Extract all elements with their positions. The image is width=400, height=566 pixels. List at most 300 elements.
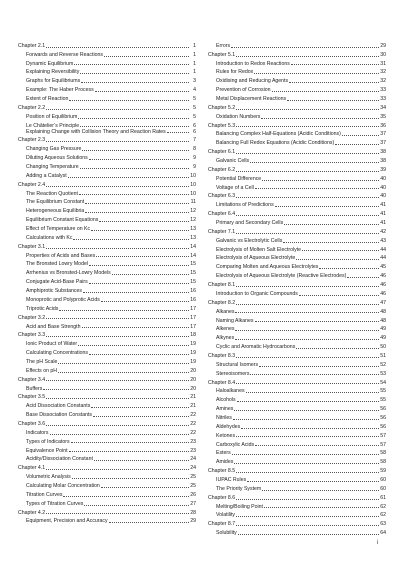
toc-section-entry[interactable]	[208, 430, 386, 439]
toc-section-entry[interactable]	[18, 338, 196, 347]
toc-section-entry[interactable]	[208, 217, 386, 226]
dot-leader	[46, 109, 189, 110]
dot-leader	[289, 82, 379, 83]
dot-leader	[91, 230, 189, 231]
toc-entry-label: Dynamic Equilibrium	[26, 60, 74, 67]
toc-entry-page-number: 18	[190, 332, 196, 339]
dot-leader	[84, 505, 189, 506]
toc-entry-page-number: 17	[190, 314, 196, 321]
toc-entry-label: Chapter 2.2	[18, 104, 46, 111]
dot-leader	[46, 47, 189, 48]
toc-entry-page-number: 39	[380, 166, 386, 173]
toc-entry-label: Chapter 4.2	[18, 509, 46, 516]
toc-entry-page-number: 22	[190, 429, 196, 436]
toc-chapter-entry[interactable]	[18, 179, 196, 188]
dot-leader	[291, 64, 379, 65]
toc-section-entry[interactable]	[18, 214, 196, 223]
toc-entry-page-number: 24	[190, 456, 196, 463]
toc-section-entry[interactable]	[208, 306, 386, 315]
toc-section-entry[interactable]	[18, 480, 196, 489]
toc-chapter-entry[interactable]	[208, 377, 386, 386]
toc-section-entry[interactable]	[18, 454, 196, 463]
toc-section-entry[interactable]	[18, 250, 196, 259]
toc-entry-label: IUPAC Rules	[216, 476, 247, 483]
toc-entry-label: Chapter 8.2	[208, 299, 236, 306]
toc-section-entry[interactable]	[18, 436, 196, 445]
dot-leader	[63, 496, 189, 497]
toc-section-entry[interactable]	[208, 394, 386, 403]
toc-section-entry[interactable]	[18, 303, 196, 312]
toc-entry-label: Chapter 3.4	[18, 376, 46, 383]
dot-leader	[283, 242, 379, 243]
toc-entry-label: Equilibrium Constant Equations	[26, 217, 99, 224]
toc-entry-page-number: 48	[380, 308, 386, 315]
toc-entry-label: The Priority System	[216, 485, 262, 492]
toc-entry-page-number: 12	[190, 217, 196, 224]
toc-entry-page-number: 8	[193, 146, 196, 153]
toc-section-entry[interactable]	[208, 403, 386, 412]
toc-section-entry[interactable]	[18, 58, 196, 67]
toc-entry-label: Indicators	[26, 429, 49, 436]
toc-entry-page-number: 58	[380, 450, 386, 457]
toc-entry-page-number: 7	[193, 137, 196, 144]
toc-section-entry[interactable]	[208, 199, 386, 208]
toc-entry-label: Equipment, Precision and Accuracy	[26, 518, 108, 525]
toc-entry-label: Changing Temperature	[26, 164, 79, 171]
toc-entry-label: The Reaction Quotient	[26, 190, 78, 197]
toc-chapter-entry[interactable]	[18, 374, 196, 383]
toc-entry-label: Galvanic Cells	[216, 158, 250, 165]
toc-section-entry[interactable]	[18, 267, 196, 276]
toc-entry-page-number: 47	[380, 299, 386, 306]
toc-entry-page-number: 40	[380, 193, 386, 200]
toc-section-entry[interactable]	[208, 386, 386, 395]
dot-leader	[236, 499, 379, 500]
toc-entry-page-number: 23	[190, 438, 196, 445]
toc-section-entry[interactable]	[18, 347, 196, 356]
toc-entry-page-number: 15	[190, 270, 196, 277]
dot-leader	[246, 392, 379, 393]
dot-leader	[82, 327, 189, 328]
toc-chapter-entry[interactable]	[208, 208, 386, 217]
toc-section-entry[interactable]	[208, 510, 386, 519]
toc-section-entry[interactable]	[18, 259, 196, 268]
toc-chapter-entry[interactable]	[208, 465, 386, 474]
toc-chapter-entry[interactable]	[208, 49, 386, 58]
toc-entry-page-number: 20	[190, 367, 196, 374]
toc-entry-page-number: 34	[380, 104, 386, 111]
dot-leader	[46, 318, 189, 319]
dot-leader	[69, 100, 189, 101]
toc-entry-page-number: 51	[380, 352, 386, 359]
toc-entry-page-number: 64	[380, 530, 386, 537]
toc-entry-label: Chapter 4.1	[18, 465, 46, 472]
toc-chapter-entry[interactable]	[18, 135, 196, 144]
dot-leader	[236, 525, 379, 526]
toc-entry-page-number: 6	[193, 128, 196, 135]
toc-entry-label: Chapter 8.3	[208, 352, 236, 359]
toc-entry-page-number: 41	[380, 211, 386, 218]
toc-entry-label: Amines	[216, 406, 234, 413]
dot-leader	[80, 126, 189, 127]
dot-leader	[83, 292, 189, 293]
toc-section-entry[interactable]	[18, 143, 196, 152]
toc-entry-page-number: 14	[190, 252, 196, 259]
toc-section-entry[interactable]	[18, 383, 196, 392]
toc-section-entry[interactable]	[18, 409, 196, 418]
toc-entry-page-number: 25	[190, 474, 196, 481]
toc-section-entry[interactable]	[18, 67, 196, 76]
toc-entry-page-number: 40	[380, 184, 386, 191]
toc-chapter-entry[interactable]	[18, 418, 196, 427]
toc-chapter-entry[interactable]	[208, 350, 386, 359]
toc-entry-label: Extent of Reaction	[26, 96, 69, 103]
toc-entry-label: Example: The Haber Process	[26, 87, 94, 94]
toc-entry-page-number: 62	[380, 503, 386, 510]
toc-entry-label: Comparing Molten and Aqueous Electrolytes	[216, 264, 319, 271]
toc-entry-label: Balancing Full Redox Equations (Acidic Conditions)	[216, 140, 335, 147]
dot-leader	[91, 407, 189, 408]
dot-leader	[255, 445, 379, 446]
dot-leader	[81, 82, 189, 83]
toc-section-entry[interactable]	[208, 129, 386, 138]
toc-entry-page-number: 15	[190, 279, 196, 286]
dot-leader	[46, 469, 189, 470]
toc-entry-label: The pH Scale	[26, 358, 58, 365]
toc-section-entry[interactable]	[18, 294, 196, 303]
dot-leader	[72, 478, 189, 479]
toc-section-entry[interactable]	[18, 356, 196, 365]
toc-section-entry[interactable]	[18, 516, 196, 525]
toc-section-entry[interactable]	[208, 235, 386, 244]
toc-entry-page-number: 20	[190, 385, 196, 392]
dot-leader	[262, 180, 379, 181]
dot-leader	[262, 490, 379, 491]
toc-entry-page-number: 55	[380, 397, 386, 404]
toc-section-entry[interactable]	[208, 137, 386, 146]
toc-section-entry[interactable]	[18, 205, 196, 214]
toc-chapter-entry[interactable]	[18, 507, 196, 516]
page-number-footer: i	[376, 540, 378, 546]
toc-chapter-entry[interactable]	[18, 312, 196, 321]
toc-entry-label: Chapter 6.3	[208, 193, 236, 200]
toc-section-entry[interactable]	[208, 155, 386, 164]
toc-entry-page-number: 59	[380, 468, 386, 475]
toc-chapter-entry[interactable]	[208, 120, 386, 129]
toc-chapter-entry[interactable]	[208, 492, 386, 501]
toc-section-entry[interactable]	[18, 232, 196, 241]
dot-leader	[272, 91, 380, 92]
dot-leader	[73, 239, 189, 240]
dot-leader	[231, 47, 379, 48]
toc-entry-page-number: 29	[190, 518, 196, 525]
toc-section-entry[interactable]	[208, 421, 386, 430]
toc-entry-page-number: 60	[380, 476, 386, 483]
toc-chapter-entry[interactable]	[18, 102, 196, 111]
dot-leader	[236, 436, 379, 437]
toc-entry-label: Chapter 7.1	[208, 228, 236, 235]
toc-entry-page-number: 4	[193, 87, 196, 94]
dot-leader	[236, 153, 379, 154]
toc-entry-page-number: 44	[380, 255, 386, 262]
dot-leader	[46, 336, 189, 337]
toc-entry-label: Chapter 8.1	[208, 282, 236, 289]
toc-entry-page-number: 56	[380, 414, 386, 421]
toc-entry-page-number: 56	[380, 423, 386, 430]
toc-section-entry[interactable]	[18, 152, 196, 161]
toc-section-entry[interactable]	[18, 84, 196, 93]
toc-entry-label: Base Dissociation Constants	[26, 412, 93, 419]
dot-leader	[93, 416, 189, 417]
toc-entry-page-number: 58	[380, 459, 386, 466]
dot-leader	[78, 345, 189, 346]
toc-entry-page-number: 32	[380, 78, 386, 85]
toc-entry-page-number: 27	[190, 500, 196, 507]
dot-leader	[101, 487, 189, 488]
dot-leader	[89, 159, 189, 160]
toc-entry-label: Chapter 3.2	[18, 314, 46, 321]
dot-leader	[46, 248, 189, 249]
toc-column-right	[208, 40, 386, 536]
toc-section-entry[interactable]	[208, 111, 386, 120]
dot-leader	[236, 197, 379, 198]
dot-leader	[236, 126, 379, 127]
toc-section-entry[interactable]	[18, 285, 196, 294]
toc-chapter-entry[interactable]	[18, 241, 196, 250]
toc-section-entry[interactable]	[208, 483, 386, 492]
dot-leader	[74, 64, 189, 65]
toc-section-entry[interactable]	[18, 223, 196, 232]
toc-section-entry[interactable]	[208, 368, 386, 377]
toc-entry-page-number: 16	[190, 296, 196, 303]
toc-section-entry[interactable]	[208, 288, 386, 297]
dot-leader	[109, 522, 189, 523]
dot-leader	[238, 534, 379, 535]
toc-section-entry[interactable]	[208, 75, 386, 84]
toc-section-entry[interactable]	[208, 448, 386, 457]
toc-entry-label: Carboxylic Acids	[216, 441, 255, 448]
dot-leader	[236, 109, 379, 110]
toc-entry-page-number: 32	[380, 69, 386, 76]
dot-leader	[275, 206, 379, 207]
toc-section-entry[interactable]	[18, 111, 196, 120]
toc-entry-page-number: 11	[190, 199, 196, 206]
dot-leader	[96, 256, 189, 257]
toc-section-entry[interactable]	[208, 58, 386, 67]
dot-leader	[85, 203, 189, 204]
toc-entry-page-number: 46	[380, 282, 386, 289]
toc-entry-page-number: 43	[380, 237, 386, 244]
toc-chapter-entry[interactable]	[208, 518, 386, 527]
toc-entry-label: Rules for Redox	[216, 69, 254, 76]
toc-entry-page-number: 31	[380, 60, 386, 67]
toc-entry-label: Chapter 3.3	[18, 332, 46, 339]
toc-entry-page-number: 10	[190, 172, 196, 179]
toc-entry-label: Types of Titration Curves	[26, 500, 84, 507]
dot-leader	[236, 472, 379, 473]
toc-entry-label: Le Châtelier’s Principle	[26, 122, 80, 129]
toc-entry-label: Melting/Boiling Point	[216, 503, 264, 510]
toc-section-entry[interactable]	[18, 276, 196, 285]
toc-entry-page-number: 46	[380, 273, 386, 280]
dot-leader	[296, 259, 379, 260]
dot-leader	[89, 283, 189, 284]
dot-leader	[68, 177, 189, 178]
toc-entry-page-number: 1	[193, 51, 196, 58]
dot-leader	[236, 286, 379, 287]
toc-chapter-entry[interactable]	[208, 191, 386, 200]
toc-section-entry[interactable]	[208, 439, 386, 448]
toc-section-entry[interactable]	[208, 93, 386, 102]
toc-section-entry[interactable]	[18, 445, 196, 454]
dot-leader	[241, 428, 379, 429]
toc-entry-label: Effect of Temperature on Kc	[26, 226, 91, 233]
toc-section-entry[interactable]	[18, 161, 196, 170]
toc-section-entry[interactable]	[18, 188, 196, 197]
toc-section-entry[interactable]	[208, 359, 386, 368]
toc-chapter-entry[interactable]	[208, 226, 386, 235]
toc-entry-label: Alkynes	[216, 335, 235, 342]
toc-chapter-entry[interactable]	[18, 40, 196, 49]
dot-leader	[233, 419, 379, 420]
toc-section-entry[interactable]	[208, 173, 386, 182]
toc-chapter-entry[interactable]	[18, 462, 196, 471]
toc-section-entry[interactable]	[18, 471, 196, 480]
dot-leader	[299, 295, 379, 296]
toc-entry-label: Buffers	[26, 385, 43, 392]
toc-section-entry[interactable]	[208, 456, 386, 465]
dot-leader	[46, 380, 189, 381]
toc-entry-page-number: 44	[380, 246, 386, 253]
toc-entry-label: Conjugate Acid-Base Pairs	[26, 279, 88, 286]
toc-entry-page-number: 53	[380, 370, 386, 377]
toc-entry-label: Graphs for Equilibriums	[26, 78, 81, 85]
toc-entry-label: Properties of Acids and Bases	[26, 252, 96, 259]
toc-section-entry[interactable]	[208, 315, 386, 324]
toc-entry-page-number: 9	[193, 155, 196, 162]
dot-leader	[296, 348, 379, 349]
dot-leader	[167, 132, 189, 133]
toc-entry-page-number: 1	[193, 60, 196, 67]
toc-entry-label: Chapter 2.4	[18, 181, 46, 188]
toc-section-entry[interactable]	[18, 120, 196, 129]
toc-entry-page-number: 9	[193, 164, 196, 171]
toc-entry-page-number: 57	[380, 441, 386, 448]
toc-chapter-entry[interactable]	[208, 164, 386, 173]
toc-section-entry[interactable]	[208, 253, 386, 262]
toc-entry-page-number: 56	[380, 406, 386, 413]
dot-leader	[95, 91, 189, 92]
toc-section-entry[interactable]	[18, 197, 196, 206]
toc-entry-page-number: 1	[193, 69, 196, 76]
toc-entry-label: Monoprotic and Polyprotic Acids	[26, 296, 100, 303]
toc-entry-page-number: 38	[380, 158, 386, 165]
toc-section-entry[interactable]	[18, 365, 196, 374]
toc-section-entry[interactable]	[208, 527, 386, 536]
toc-entry-label: Galvanic vs Electrolytic Cells	[216, 237, 283, 244]
toc-section-entry[interactable]	[18, 427, 196, 436]
dot-leader	[79, 194, 189, 195]
toc-section-entry[interactable]	[208, 40, 386, 49]
dot-leader	[232, 454, 379, 455]
toc-entry-page-number: 5	[193, 96, 196, 103]
toc-section-entry[interactable]	[18, 170, 196, 179]
toc-entry-label: Chapter 5.3	[208, 122, 236, 129]
toc-chapter-entry[interactable]	[208, 279, 386, 288]
toc-section-entry[interactable]	[18, 93, 196, 102]
toc-section-entry[interactable]	[208, 474, 386, 483]
dot-leader	[236, 215, 379, 216]
toc-section-entry[interactable]	[208, 332, 386, 341]
toc-column-left	[18, 40, 196, 524]
toc-entry-label: Arrhenius vs Bronsted-Lowry Models	[26, 270, 111, 277]
toc-section-entry[interactable]	[18, 321, 196, 330]
dot-leader	[101, 301, 189, 302]
toc-entry-label: Volumetric Analysis	[26, 474, 71, 481]
toc-chapter-entry[interactable]	[18, 392, 196, 401]
toc-section-entry[interactable]	[18, 75, 196, 84]
toc-chapter-entry[interactable]	[18, 330, 196, 339]
dot-leader	[85, 212, 189, 213]
toc-entry-label: Chapter 8.7	[208, 521, 236, 528]
dot-leader	[259, 366, 379, 367]
toc-section-entry[interactable]	[208, 84, 386, 93]
toc-entry-page-number: 23	[190, 447, 196, 454]
toc-section-entry[interactable]	[208, 270, 386, 279]
toc-section-entry[interactable]	[18, 400, 196, 409]
toc-entry-label: Chapter 6.1	[208, 149, 236, 156]
toc-section-entry[interactable]	[208, 182, 386, 191]
toc-section-entry[interactable]	[208, 324, 386, 333]
toc-section-entry[interactable]	[18, 498, 196, 507]
toc-section-entry[interactable]	[208, 244, 386, 253]
toc-chapter-entry[interactable]	[208, 297, 386, 306]
dot-leader	[236, 233, 379, 234]
toc-entry-page-number: 62	[380, 512, 386, 519]
toc-entry-label: Position of Equilibrium	[26, 113, 78, 120]
toc-entry-label: Aldehydes	[216, 423, 241, 430]
toc-chapter-entry[interactable]	[208, 102, 386, 111]
toc-section-entry[interactable]	[208, 67, 386, 76]
toc-section-entry[interactable]	[208, 341, 386, 350]
toc-section-entry[interactable]	[208, 412, 386, 421]
toc-entry-page-number: 54	[380, 379, 386, 386]
toc-entry-page-number: 36	[380, 122, 386, 129]
toc-entry-label: Titration Curves	[26, 491, 63, 498]
toc-entry-label: Chapter 6.2	[208, 166, 236, 173]
toc-entry-label: Stereoisomers	[216, 370, 250, 377]
toc-chapter-entry[interactable]	[208, 146, 386, 155]
toc-entry-label: Triprotic Acids	[26, 305, 59, 312]
toc-entry-label: Diluting Aqueous Solutions	[26, 155, 88, 162]
toc-entry-label: Oxidising and Reducing Agents	[216, 78, 289, 85]
toc-section-entry[interactable]	[18, 49, 196, 58]
toc-entry-page-number: 61	[380, 494, 386, 501]
toc-entry-page-number: 12	[190, 208, 196, 215]
toc-section-entry[interactable]	[18, 489, 196, 498]
dot-leader	[104, 56, 189, 57]
toc-entry-page-number: 57	[380, 432, 386, 439]
toc-entry-label: Forwards and Reverse Reactions	[26, 51, 103, 58]
toc-section-entry[interactable]	[208, 501, 386, 510]
toc-entry-page-number: 40	[380, 175, 386, 182]
toc-entry-label: Ketones	[216, 432, 236, 439]
dot-leader	[82, 150, 189, 151]
toc-section-entry[interactable]	[208, 261, 386, 270]
toc-entry-label: Metal Displacement Reactions	[216, 96, 287, 103]
toc-entry-label: Primary and Secondary Cells	[216, 220, 284, 227]
toc-entry-label: Cyclic and Aromatic Hydrocarbons	[216, 344, 296, 351]
